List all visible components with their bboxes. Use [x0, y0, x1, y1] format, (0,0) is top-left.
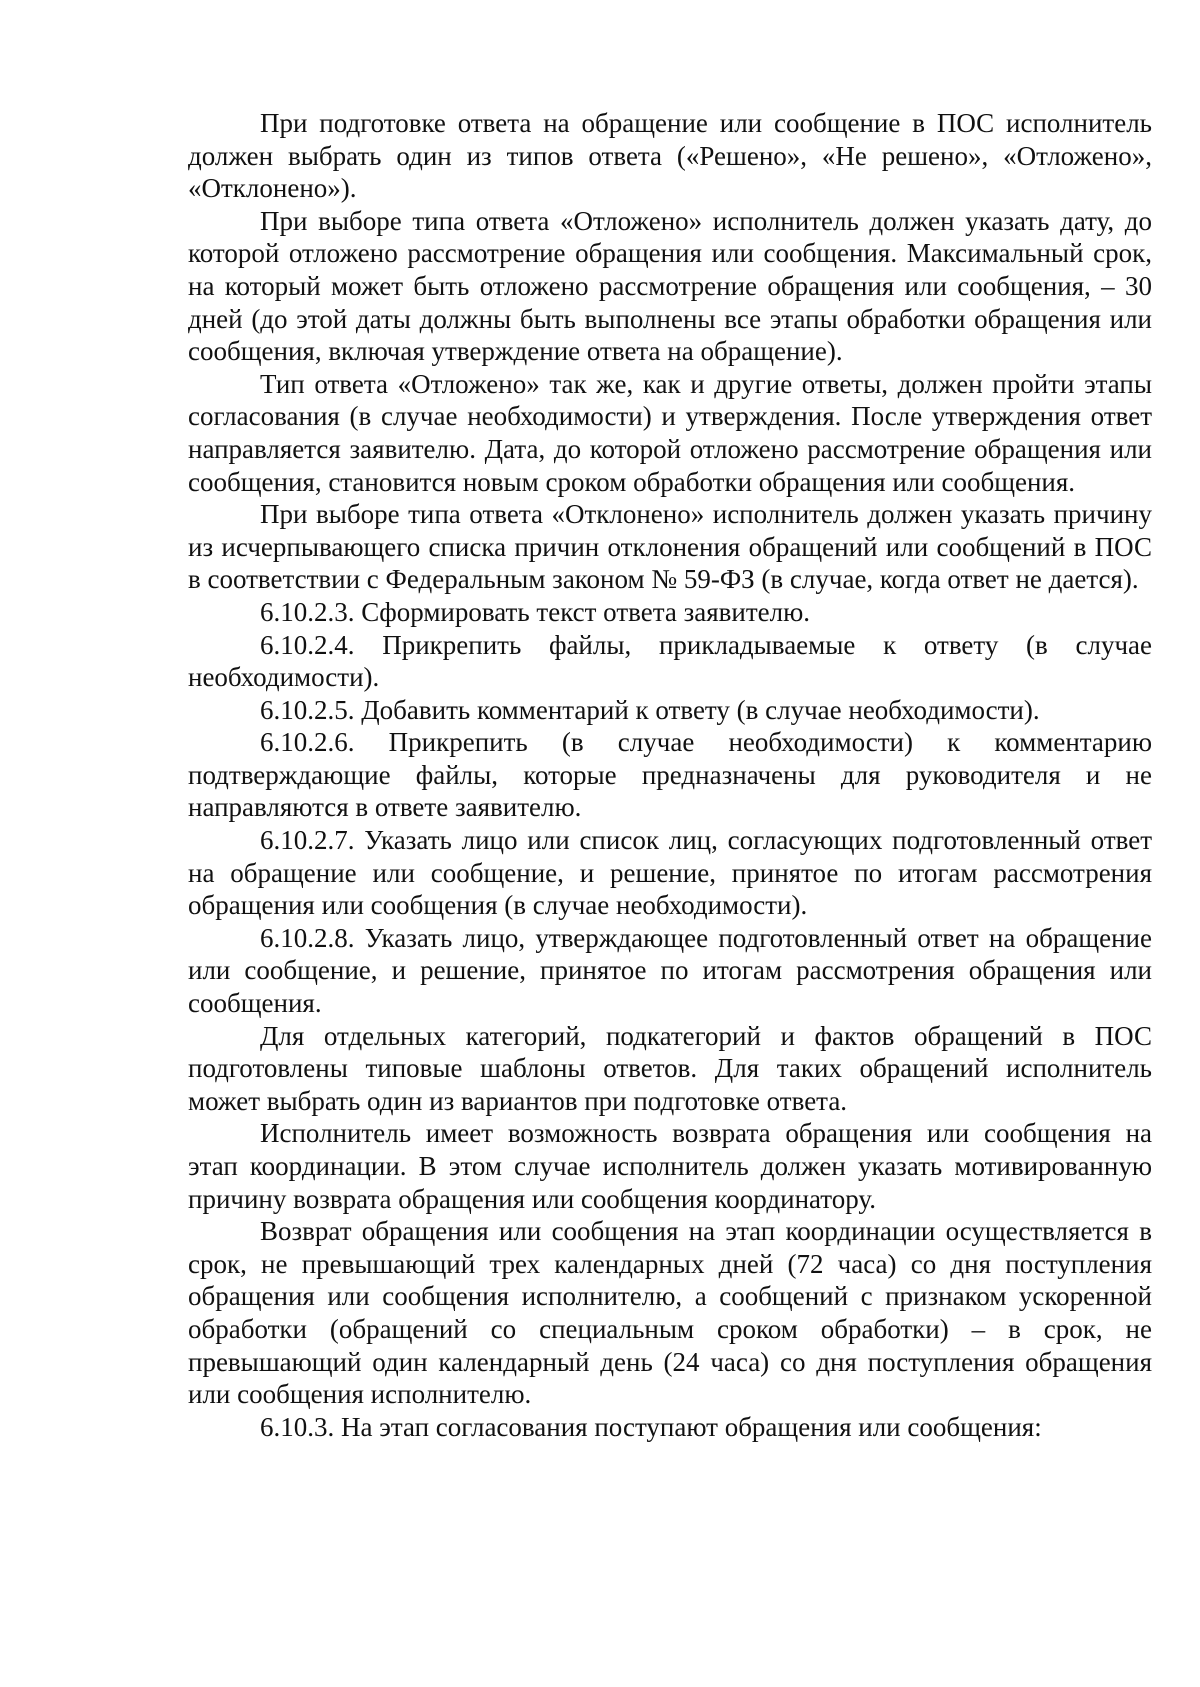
paragraph-postponed-type: При выборе типа ответа «Отложено» исполнитель должен указать дату, до которой отложено рассмотрение обращения или сообщения. Максимальный срок, на который может быть отложено рассмотрение обращения или сообщения, – 30 дней (до этой даты должны быть выполнены все этапы обработки обращения или сообщения, включая утверждение ответа на обращение).: [188, 205, 1152, 367]
paragraph-6-10-2-8: 6.10.2.8. Указать лицо, утверждающее подготовленный ответ на обращение или сообщение, и решение, принятое по итогам рассмотрения обращения или сообщения.: [188, 922, 1152, 1019]
paragraph-rejected-type: При выборе типа ответа «Отклонено» исполнитель должен указать причину из исчерпывающего списка причин отклонения обращений или сообщений в ПОС в соответствии с Федеральным законом № 59-ФЗ (в случае, когда ответ не дается).: [188, 499, 1152, 595]
paragraph-return-option: Исполнитель имеет возможность возврата обращения или сообщения на этап координации. В этом случае исполнитель должен указать мотивированную причину возврата обращения или сообщения координатору.: [188, 1118, 1152, 1214]
paragraph-6-10-2-3: 6.10.2.3. Сформировать текст ответа заявителю.: [260, 596, 811, 627]
paragraph-templates: Для отдельных категорий, подкатегорий и фактов обращений в ПОС подготовлены типовые шаблоны ответов. Для таких обращений исполнитель может выбрать один из вариантов при подготовке ответа.: [188, 1020, 1152, 1116]
document-body: [188, 107, 1152, 1443]
paragraph-6-10-3: 6.10.3. На этап согласования поступают обращения или сообщения:: [260, 1411, 1042, 1442]
paragraph-postponed-approval: Тип ответа «Отложено» так же, как и другие ответы, должен пройти этапы согласования (в случае необходимости) и утверждения. После утверждения ответ направляется заявителю. Дата, до которой отложено рассмотрение обращения или сообщения, становится новым сроком обработки обращения или сообщения.: [188, 368, 1152, 497]
paragraph-return-deadline: Возврат обращения или сообщения на этап координации осуществляется в срок, не превышающий трех календарных дней (72 часа) со дня поступления обращения или сообщения исполнителю, а сообщений с признаком ускоренной обработки (обращений со специальным сроком обработки) – в срок, не превышающий один календарный день (24 часа) со дня поступления обращения или сообщения исполнителю.: [188, 1216, 1152, 1410]
paragraph-answer-types: При подготовке ответа на обращение или сообщение в ПОС исполнитель должен выбрать один из типов ответа («Решено», «Не решено», «Отложено», «Отклонено»).: [188, 108, 1152, 204]
paragraph-6-10-2-6: 6.10.2.6. Прикрепить (в случае необходимости) к комментарию подтверждающие файлы, которые предназначены для руководителя и не направляются в ответе заявителю.: [188, 727, 1152, 823]
paragraph-6-10-2-7: 6.10.2.7. Указать лицо или список лиц, согласующих подготовленный ответ на обращение или сообщение, и решение, принятое по итогам рассмотрения обращения или сообщения (в случае необходимости).: [188, 825, 1152, 921]
paragraph-6-10-2-4: 6.10.2.4. Прикрепить файлы, прикладываемые к ответу (в случае необходимости).: [188, 629, 1152, 693]
paragraph-6-10-2-5: 6.10.2.5. Добавить комментарий к ответу (в случае необходимости).: [260, 694, 1040, 725]
